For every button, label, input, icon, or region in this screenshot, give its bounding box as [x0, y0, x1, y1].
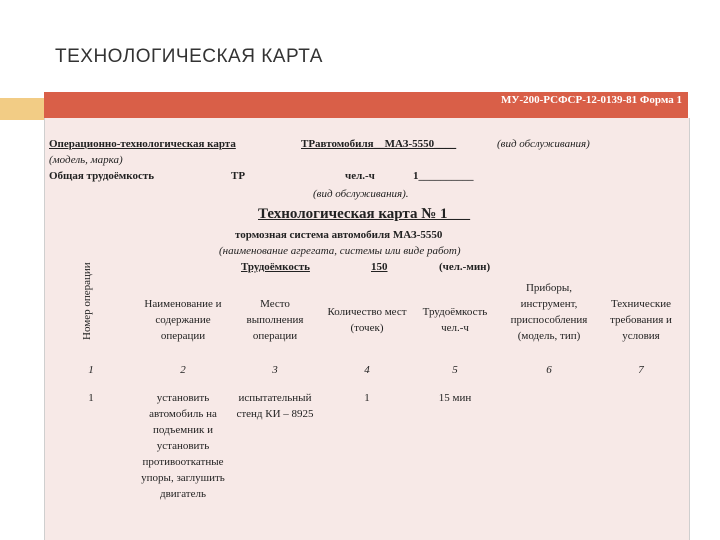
column-number-4: 4	[364, 364, 370, 376]
row-labor: 15 мин	[438, 392, 472, 404]
header-place: Место выполнения операции	[246, 298, 304, 342]
header-count: Количество мест (точек)	[327, 306, 407, 334]
card-title: Технологическая карта № 1___	[258, 206, 471, 222]
line3-value: 1__________	[413, 170, 474, 182]
card-subtitle-note: (наименование агрегата, системы или виде работ)	[219, 245, 461, 257]
labor-unit: (чел.-мин)	[439, 261, 491, 273]
form-code: МУ-200-РСФСР-12-0139-81 Форма 1	[501, 94, 682, 106]
row-place: испытательный стенд КИ – 8925	[236, 392, 314, 420]
column-number-3: 3	[272, 364, 278, 376]
tech-card	[44, 118, 690, 540]
card-subtitle: тормозная система автомобиля МАЗ-5550	[235, 229, 443, 241]
row-count: 1	[364, 392, 370, 404]
line1-note: (вид обслуживания)	[497, 138, 590, 150]
slide-title: ТЕХНОЛОГИЧЕСКАЯ КАРТА	[55, 46, 323, 67]
line4-note: (вид обслуживания).	[313, 188, 409, 200]
line2-model: (модель, марка)	[49, 154, 123, 166]
column-number-2: 2	[180, 364, 186, 376]
header-requirements: Технические требования и условия	[610, 298, 672, 342]
line1-value: ТРавтомобиля__МАЗ-5550____	[301, 138, 457, 150]
header-tools: Приборы, инструмент, приспособления (модель, тип)	[510, 282, 588, 342]
labor-label: Трудоёмкость	[241, 261, 310, 273]
accent-bar	[0, 98, 44, 120]
row-operation-name: установить автомобиль на подъемник и установить противооткатные упоры, заглушить двигатель	[141, 392, 225, 500]
header-operation-number: Номер операции	[81, 262, 93, 340]
labor-value: 150	[371, 261, 388, 273]
header-bar	[44, 92, 688, 118]
header-operation-name: Наименование и содержание операции	[144, 298, 222, 342]
row-operation-number: 1	[88, 392, 94, 404]
column-number-5: 5	[452, 364, 458, 376]
line3-unit: чел.-ч	[345, 170, 375, 182]
header-labor: Трудоёмкость чел.-ч	[422, 306, 488, 334]
line3-label: Общая трудоёмкость	[49, 170, 155, 182]
column-number-1: 1	[88, 364, 94, 376]
column-number-7: 7	[638, 364, 644, 376]
line3-tr: ТР	[231, 170, 246, 182]
column-number-6: 6	[546, 364, 552, 376]
line1-label: Операционно-технологическая карта	[49, 138, 236, 150]
